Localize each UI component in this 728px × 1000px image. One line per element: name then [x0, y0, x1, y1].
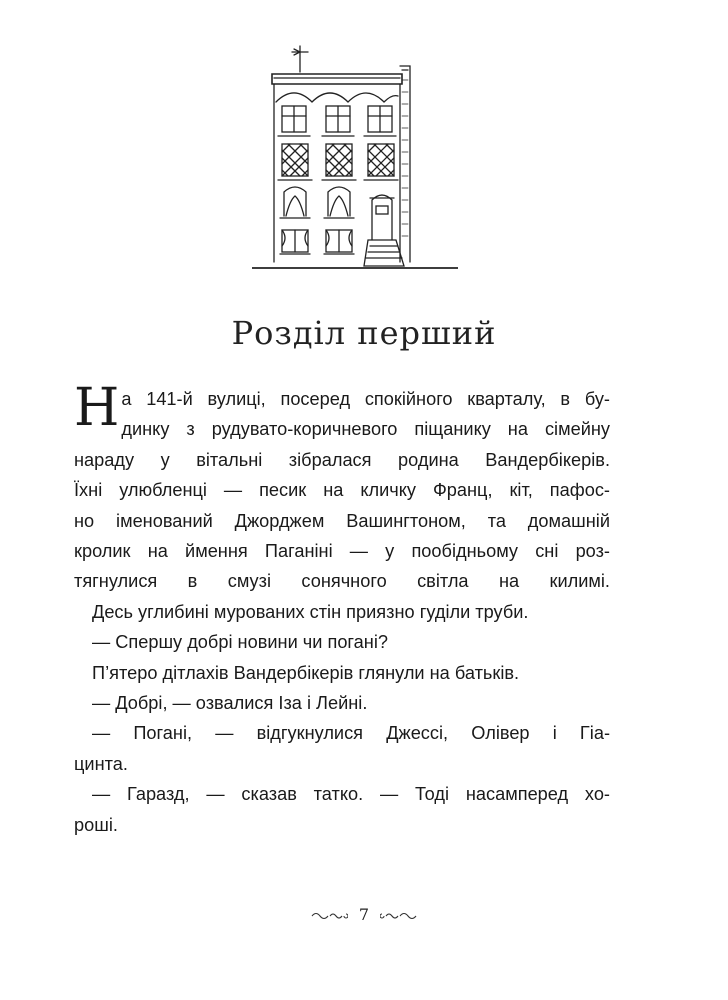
text-line: — Спершу добрі новини чи погані?	[92, 632, 388, 653]
text-line: но іменований Джорджем Вашингтоном, та домашній	[74, 510, 610, 531]
text-line: а 141-й вулиці, посеред спокійного кварталу, в бу-	[121, 389, 610, 409]
text-line: нараду у вітальні зібралася родина Вандербікерів.	[74, 449, 610, 470]
text-line: — Добрі, — озвалися Іза і Лейні.	[92, 693, 368, 714]
page-footer	[0, 905, 728, 924]
text-line: — Погані, — відгукнулися Джессі, Олівер і Гіа-	[92, 723, 610, 744]
text-line: Їхні улюбленці — песик на кличку Франц, кіт, пафос-	[74, 480, 610, 501]
text-line: — Гаразд, — сказав татко. — Тоді насамперед хо-	[92, 784, 610, 805]
text-line: тягнулися в смузі сонячного світла на килимі.	[74, 571, 610, 592]
paragraph-opening	[74, 378, 610, 597]
drop-cap: Н	[74, 378, 120, 438]
text-line: роші.	[74, 814, 118, 835]
text-line: динку з рудувато-коричневого піщанику на сімейну	[121, 419, 610, 440]
text-line: цинта.	[74, 753, 128, 774]
page-number: 7	[358, 905, 370, 924]
body-text	[74, 378, 610, 840]
brownstone-building-illustration	[252, 40, 458, 276]
ornament-left-icon	[310, 911, 348, 921]
text-line: Десь углибині мурованих стін приязно гуділи труби.	[92, 601, 529, 622]
text-line: кролик на ймення Паганіні — у пообідньому сні роз-	[74, 541, 610, 562]
text-line: П’ятеро дітлахів Вандербікерів глянули на батьків.	[92, 662, 520, 683]
ornament-right-icon	[380, 911, 418, 921]
weathervane-icon	[292, 46, 308, 72]
chapter-title: Розділ перший	[231, 314, 497, 352]
